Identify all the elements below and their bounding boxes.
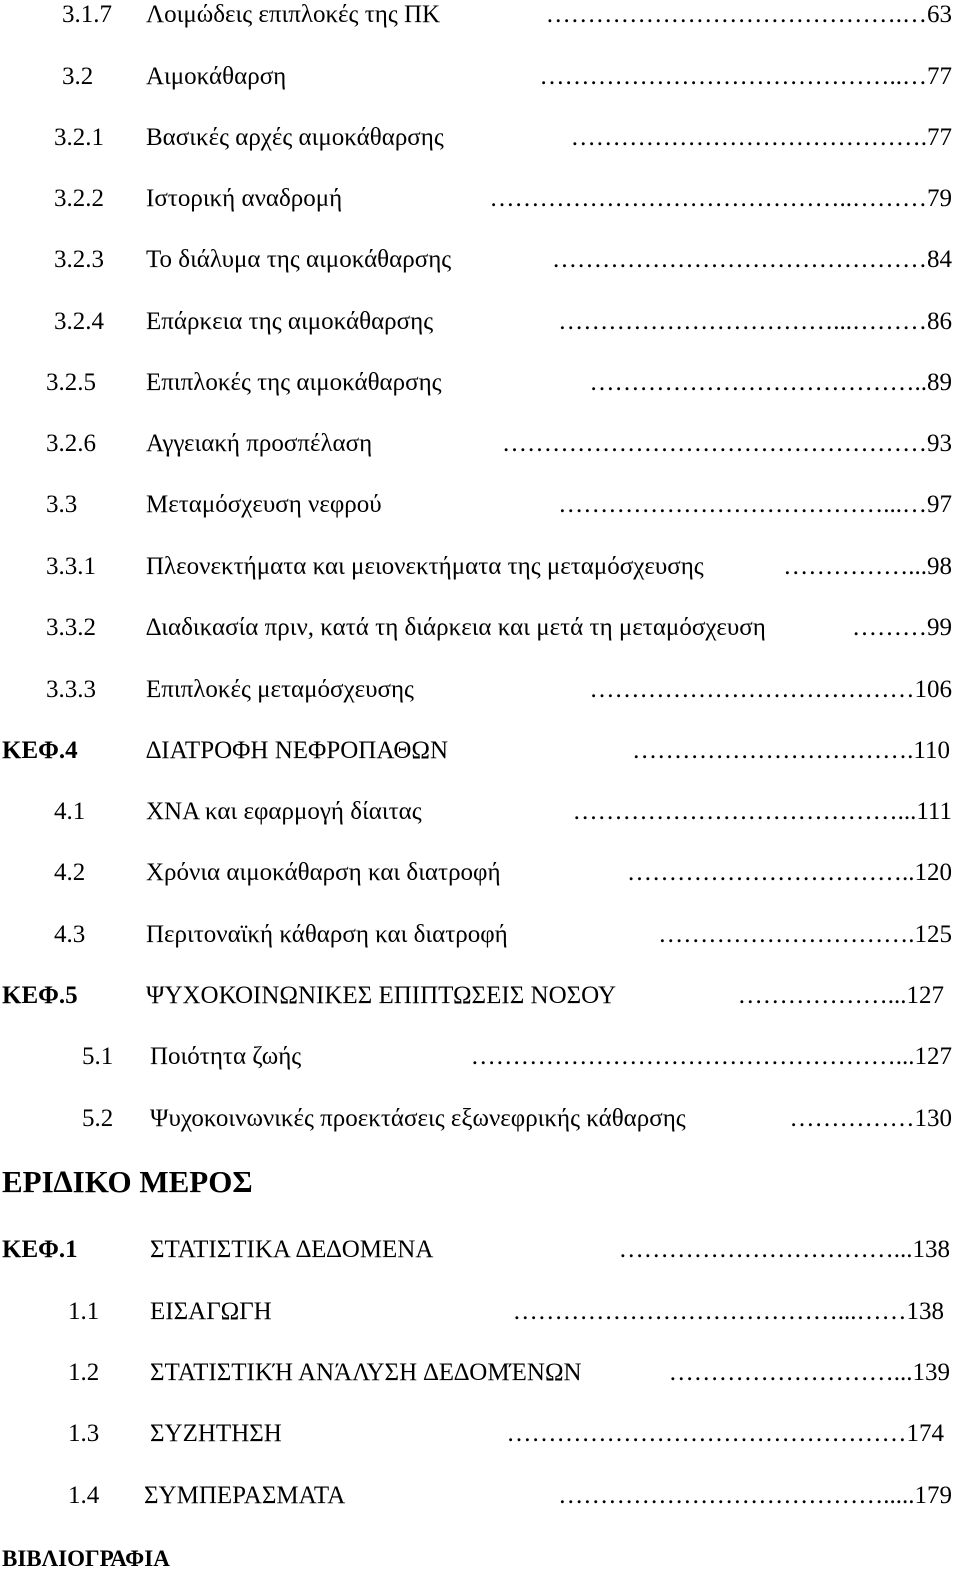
bibliography-heading: ΒΙΒΛΙΟΓΡΑΦΙΑ: [2, 1546, 170, 1571]
chapter-number: ΚΕΦ.1: [2, 1236, 78, 1263]
entry-title: ΣΥΖΗΤΗΣΗ: [150, 1420, 282, 1447]
entry-page: ……………130: [789, 1105, 952, 1132]
entry-title: Χρόνια αιμοκάθαρση και διατροφή: [146, 859, 501, 886]
entry-number: 1.2: [68, 1359, 100, 1386]
entry-page: …………………………………….77: [570, 124, 952, 151]
entry-title: Αιμοκάθαρση: [146, 63, 287, 90]
entry-title: ΣΤΑΤΙΣΤΙΚΉ ΑΝΆΛΥΣΗ ∆Ε∆ΟΜΈΝΩΝ: [150, 1359, 582, 1386]
entry-number: 3.2.2: [54, 185, 104, 212]
entry-title: Το διάλυμα της αιμοκάθαρσης: [146, 246, 452, 273]
entry-title: ∆ιαδικασία πριν, κατά τη διάρκεια και μετά τη μεταμόσχευση: [146, 614, 766, 641]
toc-entry: [62, 62, 952, 92]
entry-page: …………………………….110: [632, 737, 950, 764]
toc-entry: [62, 0, 952, 30]
entry-title: Ιστορική αναδρομή: [146, 185, 343, 212]
toc-entry: [54, 797, 952, 827]
entry-page: …………………………………...111: [572, 798, 952, 825]
entry-page: ……………………………...………86: [558, 308, 952, 335]
entry-page: …………………………………….…63: [545, 1, 952, 28]
entry-page: ………………...127: [737, 982, 944, 1009]
entry-title: Αγγειακή προσπέλαση: [146, 430, 373, 457]
entry-number: 1.3: [68, 1420, 100, 1447]
entry-page: ……………………………………..…77: [539, 63, 952, 90]
entry-title: Βασικές αρχές αιμοκάθαρσης: [146, 124, 444, 151]
entry-number: 3.3.3: [46, 676, 96, 703]
entry-title: Ψυχοκοινωνικές προεκτάσεις εξωνεφρικής κάθαρσης: [150, 1105, 686, 1132]
chapter-number: ΚΕΦ.4: [2, 737, 78, 764]
toc-entry: [54, 858, 952, 888]
entry-title: ΣΥΜΠΕΡΑΣΜΑΤΑ: [144, 1482, 346, 1509]
entry-number: 5.2: [82, 1105, 114, 1132]
entry-page: ……………………………...138: [618, 1236, 950, 1263]
toc-entry: [82, 1104, 952, 1134]
entry-number: 3.2.5: [46, 369, 96, 396]
toc-entry: [68, 1419, 944, 1449]
entry-number: 3.2.3: [54, 246, 104, 273]
entry-page: ……………………………………………...127: [470, 1043, 952, 1070]
entry-number: 3.2.4: [54, 308, 104, 335]
toc-entry: [54, 920, 952, 950]
chapter-number: ΚΕΦ.5: [2, 982, 78, 1009]
entry-page: ………………………………………84: [552, 246, 952, 273]
entry-page: ………99: [852, 614, 952, 641]
toc-entry: [46, 368, 952, 398]
entry-title: Επιπλοκές μεταμόσχευσης: [146, 676, 414, 703]
entry-page: …………………………………………174: [506, 1420, 944, 1447]
entry-number: 3.3.1: [46, 553, 96, 580]
entry-title: Λοιμώδεις επιπλοκές της ΠΚ: [146, 1, 441, 28]
toc-entry: [54, 245, 952, 275]
entry-number: 3.2.6: [46, 430, 96, 457]
toc-entry: [46, 675, 952, 705]
entry-title: Ποιότητα ζωής: [150, 1043, 302, 1070]
entry-number: 3.3: [46, 491, 78, 518]
entry-title: Περιτοναϊκή κάθαρση και διατροφή: [146, 921, 508, 948]
entry-title: Επιπλοκές της αιμοκάθαρσης: [146, 369, 442, 396]
entry-title: ΕΙΣΑΓΩΓΗ: [150, 1298, 272, 1325]
toc-entry: [54, 123, 952, 153]
entry-number: 4.2: [54, 859, 86, 886]
chapter-title: ∆ΙΑΤΡΟΦΗ ΝΕΦΡΟΠΑΘΩΝ: [146, 737, 449, 764]
entry-number: 4.3: [54, 921, 86, 948]
toc-entry: [46, 490, 952, 520]
entry-number: 3.2: [62, 63, 94, 90]
chapter-title: ΣΤΑΤΙΣΤΙΚΑ ∆Ε∆ΟΜΕΝΑ: [150, 1236, 434, 1263]
entry-number: 3.3.2: [46, 614, 96, 641]
entry-page: …………………………………...……138: [512, 1298, 944, 1325]
toc-entry: [46, 429, 952, 459]
entry-page: ……………………………..120: [627, 859, 952, 886]
entry-number: 4.1: [54, 798, 86, 825]
entry-number: 1.4: [68, 1482, 100, 1509]
toc-entry: [82, 1042, 952, 1072]
section-heading: ΕΡΙ∆ΙΚΟ ΜΕΡΟΣ: [2, 1164, 253, 1199]
entry-page: ……………………………………………93: [502, 430, 952, 457]
entry-page: ………………………………….....179: [558, 1482, 952, 1509]
entry-title: Μεταμόσχευση νεφρού: [146, 491, 382, 518]
entry-page: …………………………………...…97: [558, 491, 952, 518]
entry-page: ……………………………………..………79: [489, 185, 952, 212]
toc-entry: [68, 1358, 950, 1388]
toc-entry: [46, 613, 952, 643]
chapter-entry: [2, 981, 944, 1011]
entry-page: ………………………...139: [668, 1359, 950, 1386]
entry-page: …………………………………106: [589, 676, 952, 703]
toc-entry: [46, 552, 952, 582]
toc-entry: [68, 1481, 952, 1511]
entry-number: 3.1.7: [62, 1, 112, 28]
chapter-entry: [2, 736, 950, 766]
entry-page: …………………………………..89: [589, 369, 952, 396]
chapter-entry: [2, 1235, 950, 1265]
toc-entry: [68, 1297, 944, 1327]
entry-page: ………………………….125: [658, 921, 952, 948]
entry-number: 1.1: [68, 1298, 100, 1325]
chapter-title: ΨΥΧΟΚΟΙΝΩΝΙΚΕΣ ΕΠΙΠΤΩΣΕΙΣ ΝΟΣΟΥ: [146, 982, 617, 1009]
toc-entry: [54, 184, 952, 214]
entry-number: 3.2.1: [54, 124, 104, 151]
entry-title: ΧΝΑ και εφαρμογή δίαιτας: [146, 798, 422, 825]
entry-number: 5.1: [82, 1043, 114, 1070]
toc-entry: [54, 307, 952, 337]
entry-page: ……………...98: [783, 553, 952, 580]
entry-title: Επάρκεια της αιμοκάθαρσης: [146, 308, 434, 335]
entry-title: Πλεονεκτήματα και μειονεκτήματα της μεταμόσχευσης: [146, 553, 704, 580]
